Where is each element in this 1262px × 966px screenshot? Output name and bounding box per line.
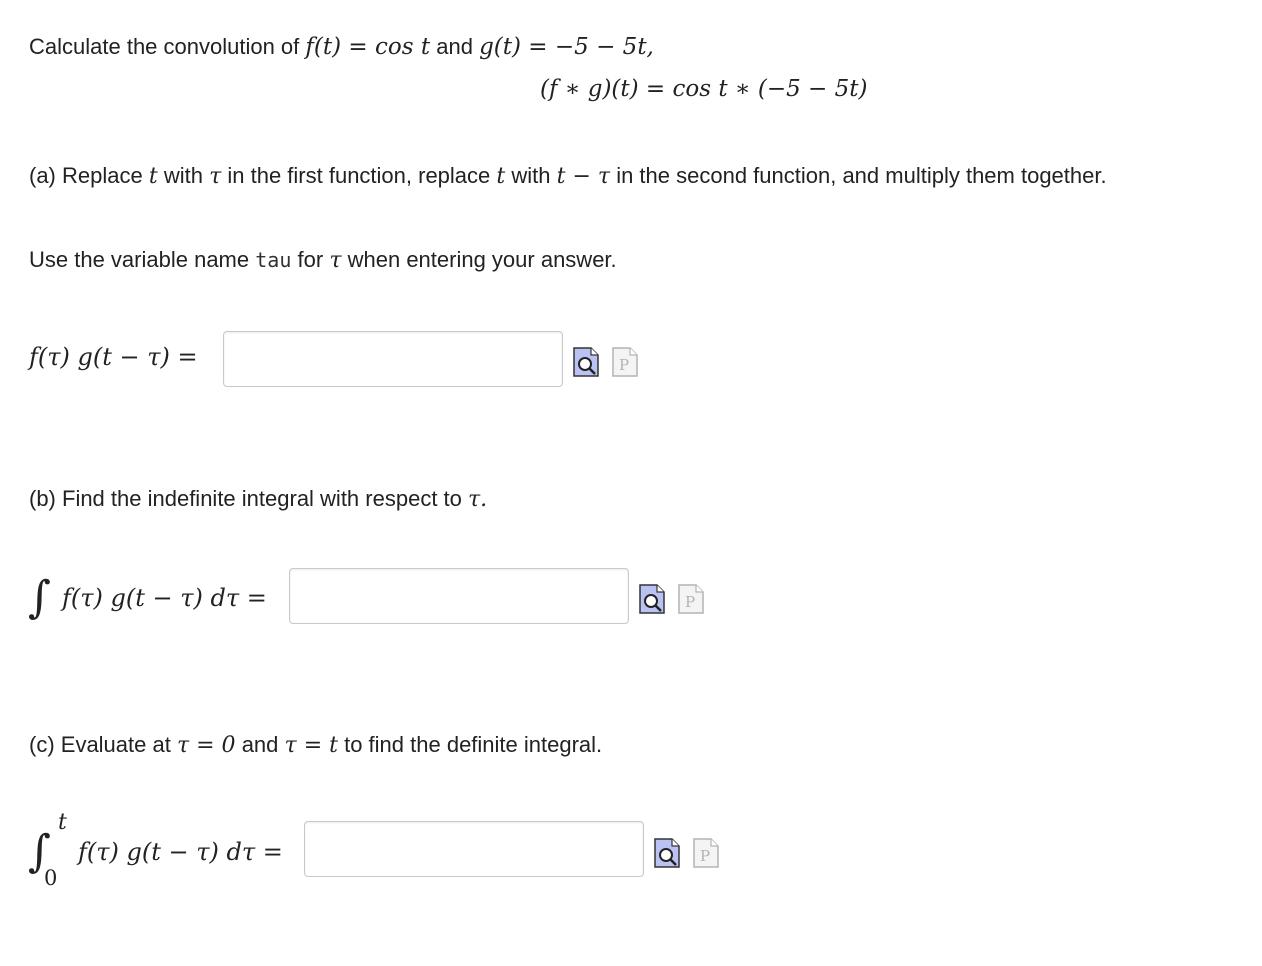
text: in the first function, replace <box>227 163 491 188</box>
svg-text:P: P <box>685 593 696 611</box>
part-a-label: f(τ) g(t − τ) = <box>29 343 198 371</box>
part-a-answer-input[interactable] <box>223 331 563 387</box>
palette-icon[interactable] <box>693 838 719 868</box>
text: (c) Evaluate at <box>29 732 171 757</box>
preview-icon[interactable] <box>573 347 599 377</box>
integral-lower-limit: 0 <box>44 866 58 890</box>
part-a-instruction <box>29 163 1107 189</box>
palette-icon[interactable] <box>612 347 638 377</box>
math-t: t <box>148 164 158 189</box>
part-b-instruction <box>29 486 487 512</box>
palette-icon[interactable] <box>678 584 704 614</box>
part-c-label: f(τ) g(t − τ) dτ = <box>78 838 283 866</box>
preview-icon[interactable] <box>654 838 680 868</box>
math-tau-equals-t: τ = t <box>284 733 338 758</box>
tau-note <box>29 247 617 273</box>
math-tau: τ. <box>468 487 488 512</box>
convolution-expression: (f ∗ g)(t) = cos t ∗ (−5 − 5t) <box>540 76 868 102</box>
part-c-answer-input[interactable] <box>304 821 644 877</box>
problem-statement <box>29 34 654 60</box>
preview-icon[interactable] <box>639 584 665 614</box>
part-c-instruction <box>29 732 602 758</box>
text: (a) Replace <box>29 163 143 188</box>
part-b-answer-input[interactable] <box>289 568 629 624</box>
text: with <box>511 163 551 188</box>
intro-prefix: Calculate the convolution of <box>29 34 300 59</box>
text: when entering your answer. <box>347 247 617 272</box>
text: to find the definite integral. <box>344 732 603 757</box>
math-t-minus-tau: t − τ <box>556 164 611 189</box>
text: (b) Find the indefinite integral with respect to <box>29 486 462 511</box>
text: in the second function, and multiply them together. <box>616 163 1107 188</box>
text: Use the variable name <box>29 247 250 272</box>
text: with <box>163 163 203 188</box>
integral-upper-limit: t <box>58 810 67 835</box>
code-tau: tau <box>255 248 292 272</box>
part-b-label: f(τ) g(t − τ) dτ = <box>62 584 267 612</box>
math-tau-equals-zero: τ = 0 <box>176 733 236 758</box>
text: and <box>241 732 279 757</box>
g-definition: g(t) = −5 − 5t, <box>479 34 654 60</box>
intro-and: and <box>436 34 473 59</box>
math-tau: τ <box>209 164 222 189</box>
svg-text:P: P <box>700 847 711 865</box>
f-definition: f(t) = cos t <box>305 34 431 60</box>
text: for <box>297 247 324 272</box>
math-t: t <box>496 164 506 189</box>
svg-text:P: P <box>619 356 630 374</box>
definite-integral-sign: ∫ <box>28 826 51 877</box>
math-tau: τ <box>329 248 342 273</box>
integral-sign: ∫ <box>28 572 51 623</box>
